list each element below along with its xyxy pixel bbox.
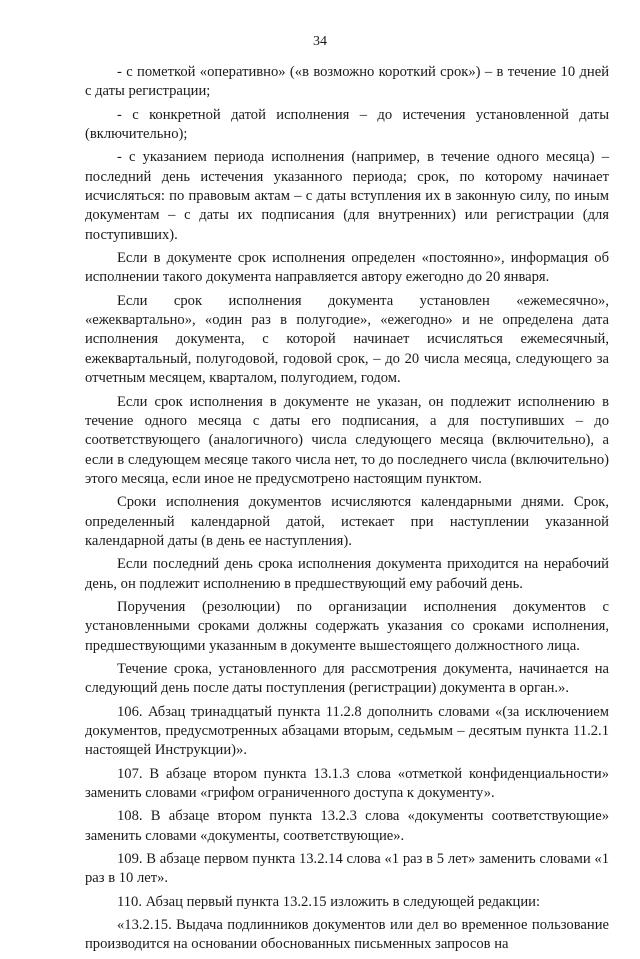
paragraph: 110. Абзац первый пункта 13.2.15 изложить в следующей редакции:: [117, 893, 541, 910]
paragraph: - с пометкой «оперативно» («в возможно короткий срок») – в течение 10 дней с даты регистрации;: [85, 64, 609, 100]
paragraph: - с указанием периода исполнения (например, в течение одного месяца) – последний день истечения указанного периода; срок, по которому начинает исчисляться: по правовым актам – с даты вступления их в законную силу, по иным документам – с даты их подписания (для внутренних) или регистрации (для поступивших).: [85, 149, 609, 243]
paragraph: Течение срока, установленного для рассмотрения документа, начинается на следующий день после даты поступления (регистрации) документа в орган.».: [85, 660, 609, 697]
paragraph: Поручения (резолюции) по организации исполнения документов с установленными сроками должны содержать указания со сроками исполнения, предшествующими указанным в документе вышестоящего должностного лица.: [85, 598, 609, 654]
page-number: 34: [313, 34, 327, 49]
paragraph: Если последний день срока исполнения документа приходится на нерабочий день, он подлежит исполнению в предшествующий ему рабочий день.: [85, 556, 609, 592]
paragraph: - с конкретной датой исполнения – до истечения установленной даты (включительно);: [85, 106, 609, 143]
paragraph: Если срок исполнения в документе не указан, он подлежит исполнению в течение одного месяца с даты его подписания, а для поступивших – до соответствующего (аналогичного) числа следующего месяца (включительно), а если в следующем месяце такого числа нет, то до последнего числа (включительно) этого месяца, если иное не предусмотрено настоящим пунктом.: [85, 393, 609, 487]
paragraph: 108. В абзаце втором пункта 13.2.3 слова «документы соответствующие» заменить словами «документы, соответствующие».: [85, 808, 609, 844]
paragraph: Если срок исполнения документа установлен «ежемесячно», «ежеквартально», «один раз в полугодие», «ежегодно» и не определена дата исполнения документа, с которой начинает исчисляться ежемесячный, ежеквартальный, полугодовой, годовой срок, – до 20 числа месяца, следующего за отчетным месяцем, кварталом, полугодием, годом.: [85, 292, 609, 387]
paragraph: Сроки исполнения документов исчисляются календарными днями. Срок, определенный календарной датой, истекает при наступлении указанной календарной даты (в день ее наступления).: [85, 494, 609, 549]
paragraph: 109. В абзаце первом пункта 13.2.14 слова «1 раз в 5 лет» заменить словами «1 раз в 10 лет».: [85, 851, 609, 887]
paragraph: 106. Абзац тринадцатый пункта 11.2.8 дополнить словами «(за исключением документов, предусмотренных абзацами вторым, седьмым – десятым пункта 11.2.1 настоящей Инструкции)».: [85, 703, 609, 759]
paragraph: 107. В абзаце втором пункта 13.1.3 слова «отметкой конфиденциальности» заменить словами «грифом ограниченного доступа к документу».: [85, 765, 609, 802]
paragraph: «13.2.15. Выдача подлинников документов или дел во временное пользование производится на основании обоснованных письменных запросов на: [85, 917, 609, 953]
paragraph: Если в документе срок исполнения определен «постоянно», информация об исполнении такого документа направляется автору ежегодно до 20 января.: [85, 250, 609, 286]
page-body: [85, 63, 609, 959]
